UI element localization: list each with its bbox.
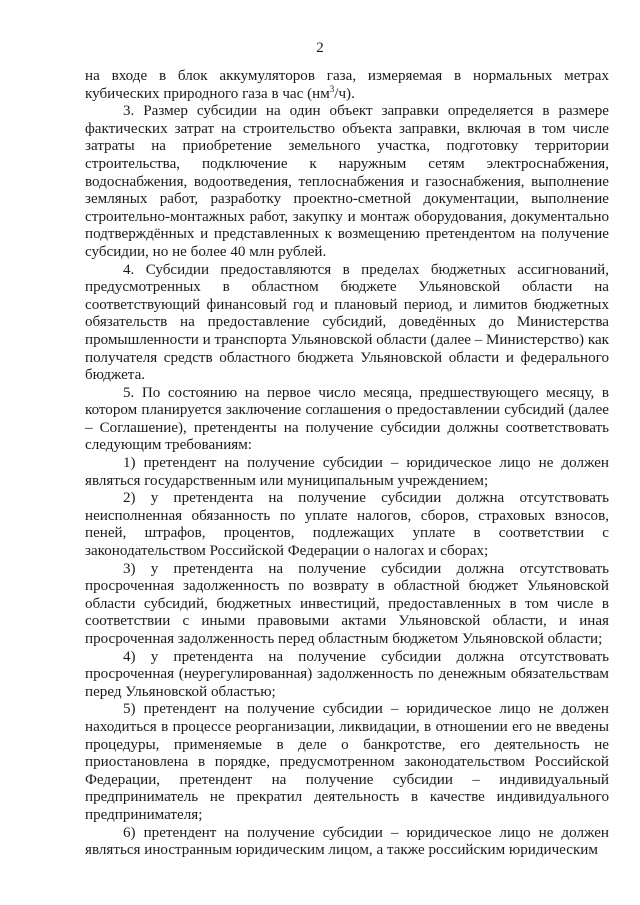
paragraph-continuation	[85, 68, 609, 103]
subitem-3: 3) у претендента на получение субсидии должна отсутствовать просроченная задолженность по возврату в областной бюджет Ульяновской области субсидий, бюджетных инвестиций, предоставленных в том числе в соответствии с иными правовыми актами Ульяновской области, и иная просроченная задолженность перед областным бюджетом Ульяновской области;	[85, 560, 609, 647]
paragraph-text: на входе в блок аккумуляторов газа, измеряемая в нормальных метрах кубических природного газа в час (нм	[85, 68, 609, 102]
subitem-5: 5) претендент на получение субсидии – юридическое лицо не должен находиться в процессе реорганизации, ликвидации, в отношении его не введены процедуры, применяемые в деле о банкротстве, его деятельность не приостановлена в порядке, предусмотренном законодательством Российской Федерации, претендент на получение субсидии – индивидуальный предприниматель не прекратил деятельность в качестве индивидуального предпринимателя;	[85, 701, 609, 823]
subitem-6: 6) претендент на получение субсидии – юридическое лицо не должен являться иностранным юридическим лицом, а также российским юридическим	[85, 824, 609, 859]
subitem-4: 4) у претендента на получение субсидии должна отсутствовать просроченная (неурегулированная) задолженность по денежным обязательствам перед Ульяновской областью;	[85, 648, 609, 700]
paragraph-item-4: 4. Субсидии предоставляются в пределах бюджетных ассигнований, предусмотренных в областном бюджете Ульяновской области на соответствующий финансовый год и плановый период, и лимитов бюджетных обязательств на предоставление субсидий, доведённых до Министерства промышленности и транспорта Ульяновской области (далее – Министерство) как получателя средств областного бюджета Ульяновской области и федерального бюджета.	[85, 261, 609, 384]
document-body	[85, 68, 609, 860]
superscript-cubic: 3	[329, 83, 335, 94]
paragraph-tail: /ч).	[334, 85, 355, 102]
subitem-1: 1) претендент на получение субсидии – юридическое лицо не должен являться государственным или муниципальным учреждением;	[85, 455, 609, 489]
page-number: 2	[316, 40, 324, 56]
paragraph-item-3: 3. Размер субсидии на один объект заправки определяется в размере фактических затрат на строительство объекта заправки, включая в том числе затраты на приобретение земельного участка, подготовку территории строительства, подключение к наружным сетям электроснабжения, водоснабжения, водоотведения, теплоснабжения и газоснабжения, выполнение земляных работ, разработку проектно-сметной документации, выполнение строительно-монтажных работ, закупку и монтаж оборудования, документально подтверждённых и представленных к возмещению претендентом на получение субсидии, но не более 40 млн рублей.	[85, 103, 609, 260]
subitem-2: 2) у претендента на получение субсидии должна отсутствовать неисполненная обязанность по уплате налогов, сборов, страховых взносов, пеней, штрафов, процентов, подлежащих уплате в соответствии с законодательством Российской Федерации о налогах и сборах;	[85, 490, 609, 560]
paragraph-item-5: 5. По состоянию на первое число месяца, предшествующего месяцу, в котором планируется заключение соглашения о предоставлении субсидий (далее – Соглашение), претенденты на получение субсидии должны соответствовать следующим требованиям:	[85, 384, 609, 454]
